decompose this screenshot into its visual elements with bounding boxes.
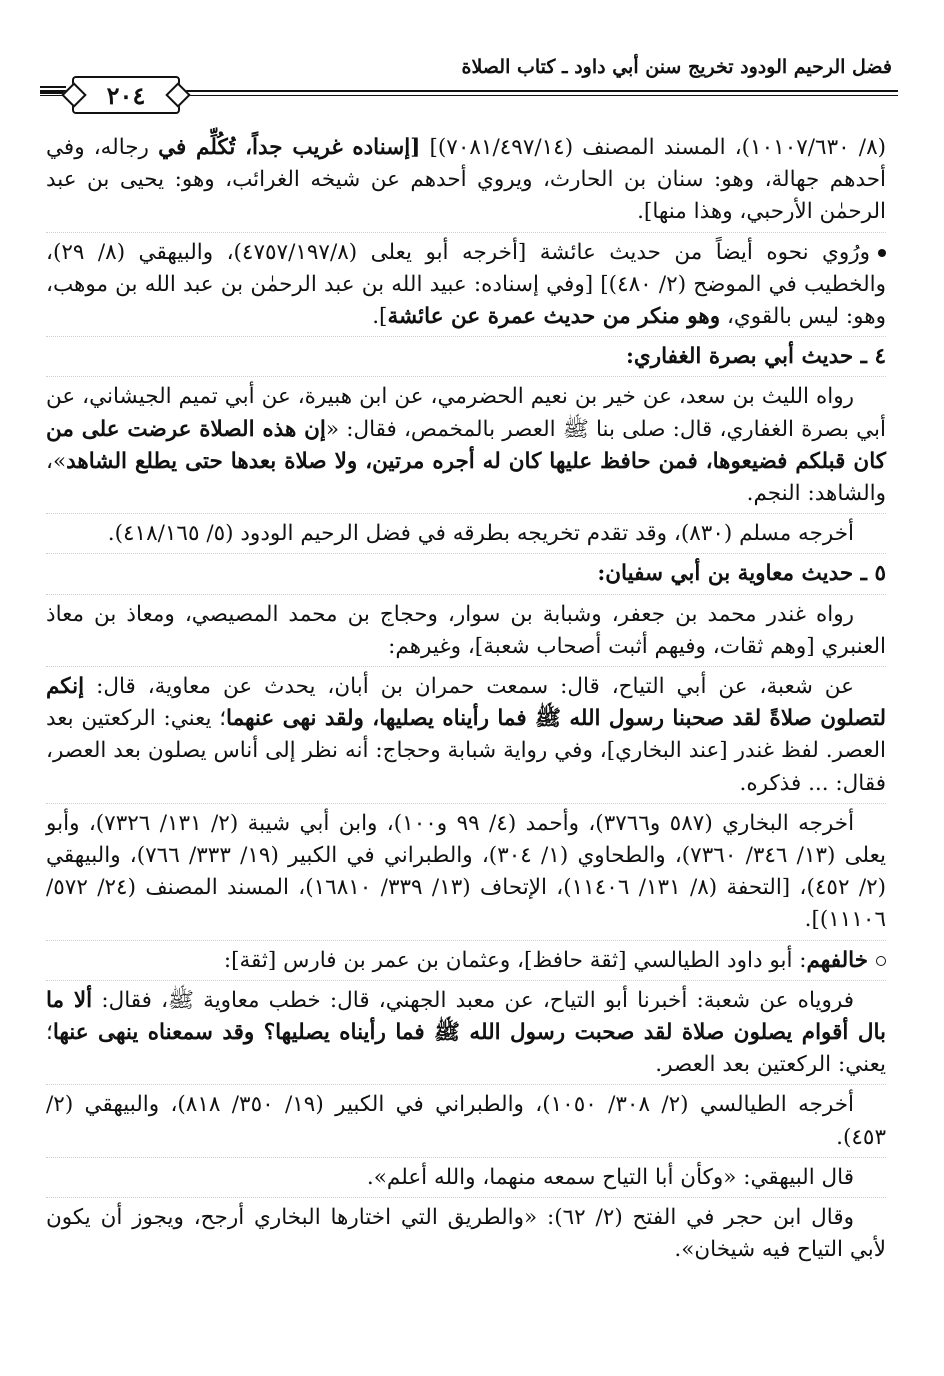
paragraph — [46, 671, 886, 804]
section-heading — [46, 341, 886, 377]
bold-text: إن هذه الصلاة عرضت على من كان قبلكم فضيعوها، فمن حافظ عليها كان له أجره مرتين، ولا صلاة بعدها حتى يطلع الشاهد — [46, 416, 886, 474]
body-text — [46, 132, 886, 1274]
hollow-circle-icon — [876, 956, 886, 966]
bold-text: إنكم لتصلون صلاةً لقد صحبنا رسول الله ﷺ فما رأيناه يصليها، ولقد نهى عنهما — [46, 674, 886, 732]
text-segment: : أبو داود الطيالسي [ثقة حافظ]، وعثمان بن عمر بن فارس [ثقة]: — [223, 947, 807, 973]
paragraph — [46, 1162, 886, 1198]
text-segment: ؛ يعني: الركعتين بعد العصر. لفظ غندر [عند البخاري]، وفي رواية شبابة وحجاج: أنه نظر إلى أناس يصلون بعد العصر، فقال: ... فذكره. — [46, 706, 886, 796]
text-segment: رجاله، وفي أحدهم جهالة، وهو: سنان بن الحارث، ويروي أحدهم عن شيخه الغرائب، وهو: يحيى بن عبد الرحمٰن الأرحبي، وهذا منها]. — [46, 135, 886, 225]
section-heading — [46, 558, 886, 594]
text-segment: رواه الليث بن سعد، عن خير بن نعيم الحضرمي، عن ابن هبيرة، عن أبي تميم الجيشاني، عن أبي بصرة الغفاري، قال: صلى بنا ﷺ العصر بالمخمص، فقال: « — [46, 384, 886, 442]
paragraph — [46, 1202, 886, 1269]
paragraph — [46, 945, 886, 981]
paragraph — [46, 132, 886, 233]
text-segment: ورُوي نحوه أيضاً من حديث عائشة [أخرجه أبو يعلى (٤٧٥٧/١٩٧/٨)، والبيهقي (٨/ ٢٩)، والخطيب في الموضح (٢/ ٤٨٠)] [وفي إسناده: عبيد الله بن عبد الرحمٰن بن عبد الله بن موهب، وهو: ليس بالقوي، — [46, 239, 887, 330]
page-header — [40, 50, 898, 120]
text-segment: فروياه عن شعبة: أخبرنا أبو التياح، عن معبد الجهني، قال: خطب معاوية ﷺ، فقال: — [92, 987, 854, 1013]
text-segment: أخرجه البخاري (٥٨٧ و٣٧٦٦)، وأحمد (٤/ ٩٩ و١٠٠)، وابن أبي شيبة (٢/ ١٣١/ ٧٣٢٦)، وأبو يعلى (١٣/ ٣٤٦/ ٧٣٦٠)، والطحاوي (١/ ٣٠٤)، والطبراني في الكبير (١٩/ ٣٣٣/ ٧٦٦)، والبيهقي (٢/ ٤٥٢)، [التحفة (٨/ ١٣١/ ١١٤٠٦)، الإتحاف (١٣/ ٣٣٩/ ١٦٨١٠)، المسند المصنف (٢٤/ ٥٧٢/ ١١١٠٦)]. — [46, 810, 887, 933]
paragraph — [46, 381, 886, 514]
text-segment: أخرجه الطيالسي (٢/ ٣٠٨/ ١٠٥٠)، والطبراني في الكبير (١٩/ ٣٥٠/ ٨١٨)، والبيهقي (٢/ ٤٥٣). — [46, 1092, 886, 1150]
text-segment: أخرجه مسلم (٨٣٠)، وقد تقدم تخريجه بطرقه في فضل الرحيم الودود (٥/ ٤١٨/١٦٥). — [107, 521, 854, 547]
text-segment: قال البيهقي: «وكأن أبا التياح سمعه منهما، والله أعلم». — [366, 1164, 854, 1190]
paragraph — [46, 1089, 886, 1157]
paragraph — [46, 599, 886, 667]
paragraph — [46, 808, 886, 941]
text-segment: وقال ابن حجر في الفتح (٢/ ٦٢): «والطريق التي اختارها البخاري أرجح، ويجوز أن يكون لأبي التياح فيه شيخان». — [46, 1205, 886, 1263]
bold-text: وهو منكر من حديث عمرة عن عائشة — [387, 304, 721, 330]
running-title: فضل الرحيم الودود تخريج سنن أبي داود ـ كتاب الصلاة — [461, 56, 892, 78]
bold-text: خالفهم — [806, 947, 868, 973]
text-segment: ]. — [372, 304, 388, 330]
text-segment: »، والشاهد: النجم. — [46, 448, 886, 507]
text-segment: رواه غندر محمد بن جعفر، وشبابة بن سوار، وحجاج بن محمد المصيصي، ومعاذ بن معاذ العنبري [وهم ثقات، وفيهم أثبت أصحاب شعبة]، وغيرهم: — [46, 601, 886, 659]
bold-text: [إسناده غريب جداً، تُكُلِّم في — [158, 135, 421, 160]
bullet-icon — [878, 249, 886, 257]
text-segment: ٥ ـ حديث معاوية بن أبي سفيان: — [597, 561, 886, 587]
text-segment: (٨/ ١٠١٠٧/٦٣٠)، المسند المصنف (٧٠٨١/٤٩٧/١٤)] — [420, 135, 887, 160]
text-segment: عن شعبة، عن أبي التياح، قال: سمعت حمران بن أبان، يحدث عن معاوية، قال: — [84, 674, 854, 700]
paragraph — [46, 985, 886, 1086]
bold-text: ألا ما بال أقوام يصلون صلاة لقد صحبت رسول الله ﷺ فما رأيناه يصليها؟ وقد سمعناه ينهى عنها — [46, 987, 886, 1046]
page-number-box — [72, 76, 180, 114]
text-segment: ؛ يعني: الركعتين بعد العصر. — [46, 1020, 886, 1078]
paragraph — [46, 518, 886, 554]
text-segment: ٤ ـ حديث أبي بصرة الغفاري: — [625, 344, 886, 370]
paragraph — [46, 237, 886, 338]
page-number: ٢٠٤ — [106, 80, 146, 110]
